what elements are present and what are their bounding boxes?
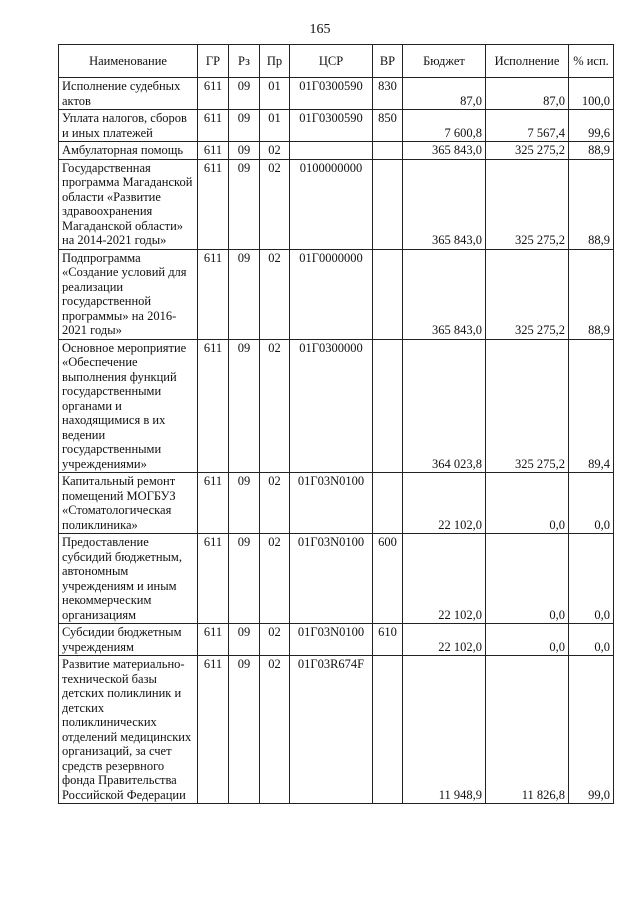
row-execution: 325 275,2 <box>486 159 569 249</box>
row-pr: 02 <box>260 142 290 160</box>
header-pr: Пр <box>260 45 290 78</box>
row-name: Субсидии бюджетным учреждениям <box>59 624 198 656</box>
row-rz: 09 <box>229 159 260 249</box>
row-gr: 611 <box>198 339 229 473</box>
row-percent: 89,4 <box>569 339 614 473</box>
row-vr: 610 <box>373 624 403 656</box>
row-budget: 22 102,0 <box>403 473 486 534</box>
table-row <box>59 656 614 804</box>
row-gr: 611 <box>198 473 229 534</box>
row-percent: 99,0 <box>569 656 614 804</box>
row-csr: 01Г0300000 <box>290 339 373 473</box>
table-row <box>59 624 614 656</box>
table-row <box>59 142 614 160</box>
row-name: Основное мероприятие «Обеспечение выполнения функций государственными органами и находящимися в их ведении государственными учреждениями» <box>59 339 198 473</box>
row-percent: 100,0 <box>569 78 614 110</box>
row-name: Государственная программа Магаданской области «Развитие здравоохранения Магаданской области» на 2014-2021 годы» <box>59 159 198 249</box>
row-rz: 09 <box>229 473 260 534</box>
row-name: Развитие материально-технической базы детских поликлиник и детских поликлинических отделений медицинских организаций, за счет средств резервного фонда Правительства Российской Федерации <box>59 656 198 804</box>
row-gr: 611 <box>198 534 229 624</box>
page-number: 165 <box>309 22 331 37</box>
row-budget: 7 600,8 <box>403 110 486 142</box>
row-pr: 02 <box>260 339 290 473</box>
row-percent: 0,0 <box>569 534 614 624</box>
row-percent: 99,6 <box>569 110 614 142</box>
header-percent: % исп. <box>569 45 614 78</box>
table-row <box>59 159 614 249</box>
row-pr: 02 <box>260 159 290 249</box>
row-vr <box>373 142 403 160</box>
row-vr: 600 <box>373 534 403 624</box>
row-pr: 02 <box>260 656 290 804</box>
row-budget: 22 102,0 <box>403 534 486 624</box>
row-rz: 09 <box>229 110 260 142</box>
row-budget: 365 843,0 <box>403 249 486 339</box>
row-gr: 611 <box>198 142 229 160</box>
row-name: Уплата налогов, сборов и иных платежей <box>59 110 198 142</box>
row-gr: 611 <box>198 249 229 339</box>
row-execution: 7 567,4 <box>486 110 569 142</box>
row-pr: 02 <box>260 249 290 339</box>
row-percent: 0,0 <box>569 473 614 534</box>
row-execution: 325 275,2 <box>486 249 569 339</box>
row-budget: 11 948,9 <box>403 656 486 804</box>
row-csr: 01Г03N0100 <box>290 534 373 624</box>
row-rz: 09 <box>229 249 260 339</box>
header-row <box>59 45 614 78</box>
row-percent: 88,9 <box>569 159 614 249</box>
header-gr: ГР <box>198 45 229 78</box>
row-rz: 09 <box>229 624 260 656</box>
row-vr <box>373 249 403 339</box>
row-csr: 01Г03N0100 <box>290 624 373 656</box>
row-csr: 01Г0000000 <box>290 249 373 339</box>
row-gr: 611 <box>198 624 229 656</box>
row-execution: 0,0 <box>486 534 569 624</box>
row-csr <box>290 142 373 160</box>
row-execution: 0,0 <box>486 624 569 656</box>
row-pr: 01 <box>260 78 290 110</box>
row-execution: 325 275,2 <box>486 142 569 160</box>
row-name: Исполнение судебных актов <box>59 78 198 110</box>
row-budget: 364 023,8 <box>403 339 486 473</box>
row-rz: 09 <box>229 339 260 473</box>
row-budget: 22 102,0 <box>403 624 486 656</box>
row-pr: 02 <box>260 473 290 534</box>
row-csr: 01Г0300590 <box>290 110 373 142</box>
table-row <box>59 473 614 534</box>
row-name: Капитальный ремонт помещений МОГБУЗ «Стоматологическая поликлиника» <box>59 473 198 534</box>
row-vr: 850 <box>373 110 403 142</box>
row-execution: 87,0 <box>486 78 569 110</box>
row-vr: 830 <box>373 78 403 110</box>
row-name: Предоставление субсидий бюджетным, автономным учреждениям и иным некоммерческим организациям <box>59 534 198 624</box>
row-rz: 09 <box>229 78 260 110</box>
header-rz: Рз <box>229 45 260 78</box>
row-vr <box>373 339 403 473</box>
row-name: Подпрограмма «Создание условий для реализации государственной программы» на 2016-2021 годы» <box>59 249 198 339</box>
row-csr: 01Г03R674F <box>290 656 373 804</box>
header-csr: ЦСР <box>290 45 373 78</box>
table-row <box>59 110 614 142</box>
header-vr: ВР <box>373 45 403 78</box>
row-execution: 325 275,2 <box>486 339 569 473</box>
row-vr <box>373 473 403 534</box>
table-row <box>59 339 614 473</box>
row-execution: 11 826,8 <box>486 656 569 804</box>
header-budget: Бюджет <box>403 45 486 78</box>
row-budget: 87,0 <box>403 78 486 110</box>
row-vr <box>373 159 403 249</box>
row-gr: 611 <box>198 78 229 110</box>
row-rz: 09 <box>229 142 260 160</box>
row-execution: 0,0 <box>486 473 569 534</box>
row-csr: 01Г0300590 <box>290 78 373 110</box>
budget-table <box>58 44 614 804</box>
row-pr: 01 <box>260 110 290 142</box>
row-pr: 02 <box>260 624 290 656</box>
table-row <box>59 534 614 624</box>
row-name: Амбулаторная помощь <box>59 142 198 160</box>
row-budget: 365 843,0 <box>403 159 486 249</box>
row-csr: 01Г03N0100 <box>290 473 373 534</box>
row-pr: 02 <box>260 534 290 624</box>
table-row <box>59 249 614 339</box>
row-gr: 611 <box>198 110 229 142</box>
header-execution: Исполнение <box>486 45 569 78</box>
row-gr: 611 <box>198 159 229 249</box>
row-rz: 09 <box>229 534 260 624</box>
row-csr: 0100000000 <box>290 159 373 249</box>
row-vr <box>373 656 403 804</box>
row-gr: 611 <box>198 656 229 804</box>
header-name: Наименование <box>59 45 198 78</box>
table-row <box>59 78 614 110</box>
row-percent: 88,9 <box>569 142 614 160</box>
row-percent: 0,0 <box>569 624 614 656</box>
row-rz: 09 <box>229 656 260 804</box>
row-percent: 88,9 <box>569 249 614 339</box>
row-budget: 365 843,0 <box>403 142 486 160</box>
